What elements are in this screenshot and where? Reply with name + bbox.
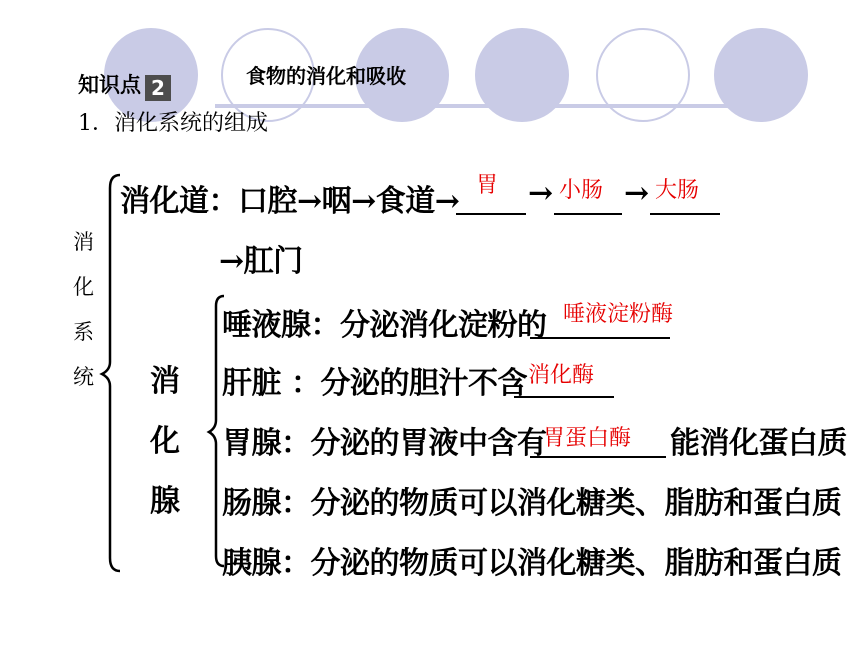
system-label-char: 系: [73, 320, 94, 344]
glands-label-char: 化: [150, 424, 180, 459]
answer-blank: [650, 213, 720, 215]
knowledge-point-badge: 2: [145, 75, 171, 101]
glands-label-char: 消: [150, 364, 180, 399]
gland-pancreas-text: 胰腺：分泌的物质可以消化糖类、脂肪和蛋白质: [222, 546, 842, 581]
answer-blank: [456, 213, 526, 215]
answer-salivary-amylase: 唾液淀粉酶: [563, 302, 674, 327]
answer-pepsin: 胃蛋白酶: [543, 426, 632, 451]
topic-title: 食物的消化和吸收: [246, 64, 406, 88]
answer-blank: [530, 337, 670, 339]
outer-brace: [102, 175, 120, 571]
gland-intestinal-text: 肠腺：分泌的物质可以消化糖类、脂肪和蛋白质: [222, 486, 842, 521]
answer-large-intestine: 大肠: [655, 178, 700, 203]
system-label-char: 统: [73, 365, 94, 389]
gland-salivary-text: 唾液腺：分泌消化淀粉的: [222, 308, 547, 343]
system-label-char: 消: [73, 230, 94, 254]
gland-liver-text: 肝脏 ：分泌的胆汁不含: [222, 366, 527, 401]
gland-gastric-text-after: 能消化蛋白质: [670, 426, 847, 461]
answer-blank: [514, 396, 614, 398]
glands-label-char: 腺: [150, 484, 180, 519]
answer-digestive-enzyme: 消化酶: [528, 363, 595, 388]
system-label-char: 化: [73, 275, 94, 299]
digestive-tract-line2: →肛门: [219, 244, 303, 279]
arrow: →: [624, 176, 649, 211]
digestive-tract-line1: 消化道：口腔→咽→食道→: [120, 184, 460, 219]
answer-blank: [554, 213, 622, 215]
answer-small-intestine: 小肠: [559, 178, 604, 203]
answer-blank: [530, 456, 666, 458]
section-title: 1．消化系统的组成: [78, 111, 268, 136]
knowledge-point-label: 知识点: [78, 73, 141, 97]
gland-gastric-text: 胃腺：分泌的胃液中含有: [222, 426, 547, 461]
answer-stomach: 胃: [476, 173, 499, 198]
arrow: →: [528, 176, 553, 211]
